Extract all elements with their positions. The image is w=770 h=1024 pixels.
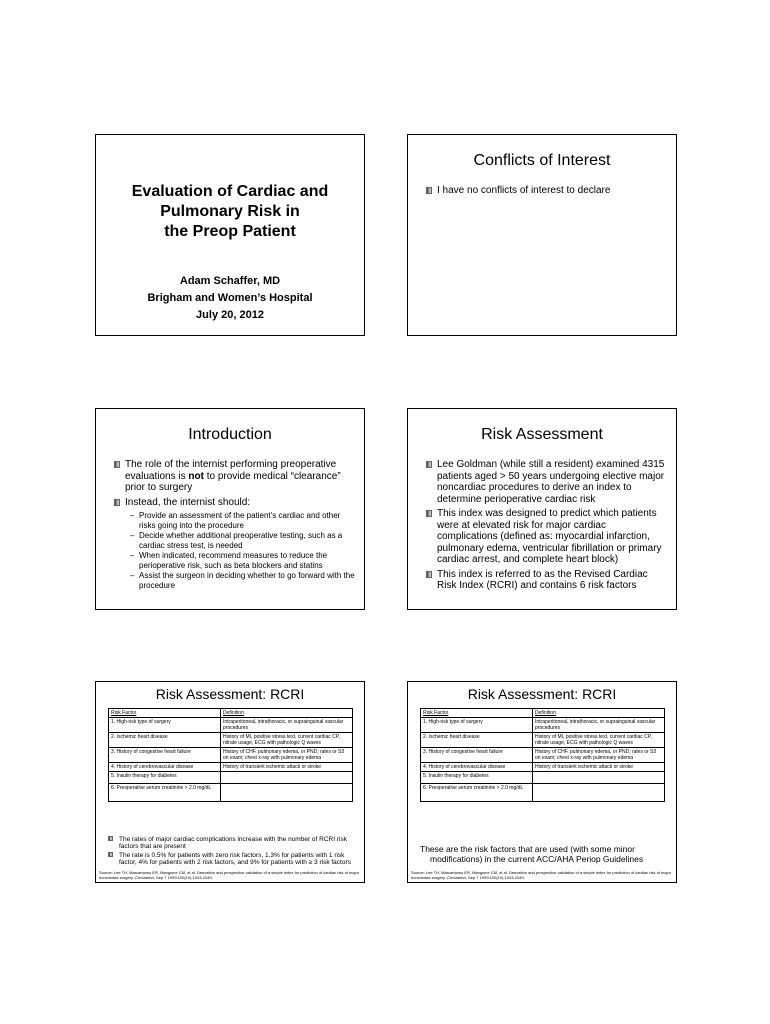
dash-marker: – [130,571,135,580]
table-row [421,718,665,733]
source-citation [411,870,673,880]
table-row [109,718,353,733]
table-cell [533,784,665,802]
table-header-cell: Risk Factor [421,709,533,718]
sub-item [130,571,356,590]
table-row [421,733,665,748]
bullet-icon [426,510,432,517]
table-cell: Intraperitoneal, intrathoracic, or suprainguinal vascular procedures [533,718,665,733]
table-row [109,784,353,802]
author-name: Adam Schaffer, MD [179,275,281,287]
bullet-item [114,459,356,494]
slide-rcri-guidelines [407,681,677,883]
table-row [421,784,665,802]
sub-item [130,511,356,530]
citation-text: Source: Lee TH, Marcantonio ER, Mangione CM, et al. Derivation and prospective validation of a simple index for prediction of cardiac risk of major noncardiac surgery. [411,870,672,880]
sub-list [130,511,356,590]
table-cell: History of CHF, pulmonary edema, or PND; rales or S3 on exam; chest x-ray with pulmonary edema [533,748,665,763]
table-cell: Intraperitoneal, intrathoracic, or suprainguinal vascular procedures [221,718,353,733]
slide-risk-assessment [407,408,677,610]
table-cell: 3. History of congestive heart failure [421,748,533,763]
citation-text: . Sep 7 1999;100(10):1043-1049. [465,875,525,880]
table-cell: 6. Preoperative serum creatinine > 2.0 mg/dL [109,784,221,802]
title-line: Pulmonary Risk in [160,203,300,220]
citation-journal: Circulation [446,875,466,880]
table-header-row [421,709,665,718]
slide-body [114,459,356,592]
sub-item [130,551,356,570]
bullet-item [114,497,356,509]
table-row [109,763,353,772]
slide-body [426,459,668,595]
dash-marker: – [130,551,135,560]
bullet-text-part: to provide medical “clearance” prior to surgery [125,470,341,493]
source-citation [99,870,361,880]
bullet-icon [108,852,113,857]
author-institution: Brigham and Women’s Hospital [147,292,313,304]
table-cell: 5. Insulin therapy for diabetes [421,772,533,784]
note-item [108,836,356,850]
bullet-icon [114,499,120,506]
bullet-icon [426,571,432,578]
table-cell: 2. Ischemic heart disease [421,733,533,748]
table-cell: 3. History of congestive heart failure [109,748,221,763]
table-cell: History of CHF, pulmonary edema, or PND; rales or S3 on exam; chest x-ray with pulmonary edema [221,748,353,763]
sub-item-text: Decide whether additional preoperative testing, such as a cardiac stress test, is needed [139,531,343,550]
bullet-text-emphasis: not [188,470,204,482]
citation-text: . Sep 7 1999;100(10):1043-1049. [153,875,213,880]
bullet-item [426,459,668,505]
sub-item-text: Provide an assessment of the patient’s cardiac and other risks going into the procedure [139,511,341,530]
rcri-table [108,708,353,802]
title-line: Evaluation of Cardiac and [131,183,329,200]
table-header-cell: Definition [533,709,665,718]
bullet-item [426,508,668,566]
table-row [109,748,353,763]
rcri-table [420,708,665,802]
slide-body [426,185,668,200]
table-row [421,748,665,763]
sub-item-text: Assist the surgeon in deciding whether to go forward with the procedure [139,571,355,590]
citation-text: Source: Lee TH, Marcantonio ER, Mangione CM, et al. Derivation and prospective validation of a simple index for prediction of cardiac risk of major noncardiac surgery. [99,870,360,880]
presentation-title [96,182,364,242]
bullet-icon [426,461,432,468]
slide-title: Conflicts of Interest [473,152,611,169]
slide-title: Risk Assessment: RCRI [155,686,305,702]
table-header-row [109,709,353,718]
dash-marker: – [130,531,135,540]
slide-rcri-notes [95,681,365,883]
author-block [96,273,364,324]
table-row [109,733,353,748]
note-item [108,852,356,866]
bullet-text: Lee Goldman (while still a resident) examined 4315 patients aged > 50 years undergoing elective major noncardiac procedures to derive an index to determine perioperative cardiac risk [437,459,665,505]
bullet-icon [108,836,113,841]
table-row [421,763,665,772]
dash-marker: – [130,511,135,520]
table-cell: 4. History of cerebrovascular disease [109,763,221,772]
table-cell: 6. Preoperative serum creatinine > 2.0 mg/dL [421,784,533,802]
slide-introduction [95,408,365,610]
presentation-date: July 20, 2012 [196,309,264,321]
table-cell [221,772,353,784]
table-cell: 1. High-risk type of surgery [421,718,533,733]
guideline-note [420,844,668,864]
citation-journal: Circulation [134,875,154,880]
bullet-text: I have no conflicts of interest to declare [437,185,611,196]
table-row [421,772,665,784]
sub-item-text: When indicated, recommend measures to reduce the perioperative risk, such as beta blockers and statins [139,551,328,570]
table-cell [221,784,353,802]
slide-title: Risk Assessment [481,426,603,443]
slide-title: Introduction [188,426,272,443]
slide-title-page [95,134,365,336]
table-cell: History of MI, positive stress test, current cardiac CP, nitrate usage, ECG with pathologic Q waves [533,733,665,748]
title-line: the Preop Patient [164,223,296,240]
note-text: The rate is 0.5% for patients with zero risk factors, 1.3% for patients with 1 risk factor, 4% for patients with 2 risk factors, and 9% for patients with ≥ 3 risk factors [119,852,351,866]
bullet-text-part: The role of the internist performing preoperative evaluations is [125,459,337,482]
table-cell: 5. Insulin therapy for diabetes [109,772,221,784]
slide-title: Risk Assessment: RCRI [467,686,617,702]
table-header-cell: Risk Factor [109,709,221,718]
bullet-text: This index was designed to predict which patients were at elevated risk for major cardiac complications (defined as: myocardial infarction, pulmonary edema, ventricular fibrillation or primary cardiac arrest, and complete heart block) [437,508,662,565]
table-cell: 4. History of cerebrovascular disease [421,763,533,772]
bullet-item [426,185,668,197]
table-cell: History of MI, positive stress test, current cardiac CP, nitrate usage, ECG with pathologic Q waves [221,733,353,748]
note-text: The rates of major cardiac complications increase with the number of RCRI risk factors that are present [119,836,347,850]
table-header-cell: Definition [221,709,353,718]
table-cell: 2. Ischemic heart disease [109,733,221,748]
bullet-item [426,569,668,592]
table-cell [533,772,665,784]
bullet-text: This index is referred to as the Revised Cardiac Risk Index (RCRI) and contains 6 risk factors [437,568,648,591]
note-line: These are the risk factors that are used (with some minor [420,844,635,854]
table-cell: History of transient ischemic attack or stroke [533,763,665,772]
note-line: modifications) in the current ACC/AHA Periop Guidelines [430,854,644,864]
table-row [109,772,353,784]
table-cell: 1. High-risk type of surgery [109,718,221,733]
sub-item [130,531,356,550]
bullet-icon [426,187,432,194]
bullet-text: Instead, the internist should: [125,496,251,508]
rcri-notes [108,836,356,868]
table-cell: History of transient ischemic attack or stroke [221,763,353,772]
slide-conflicts [407,134,677,336]
bullet-icon [114,461,120,468]
